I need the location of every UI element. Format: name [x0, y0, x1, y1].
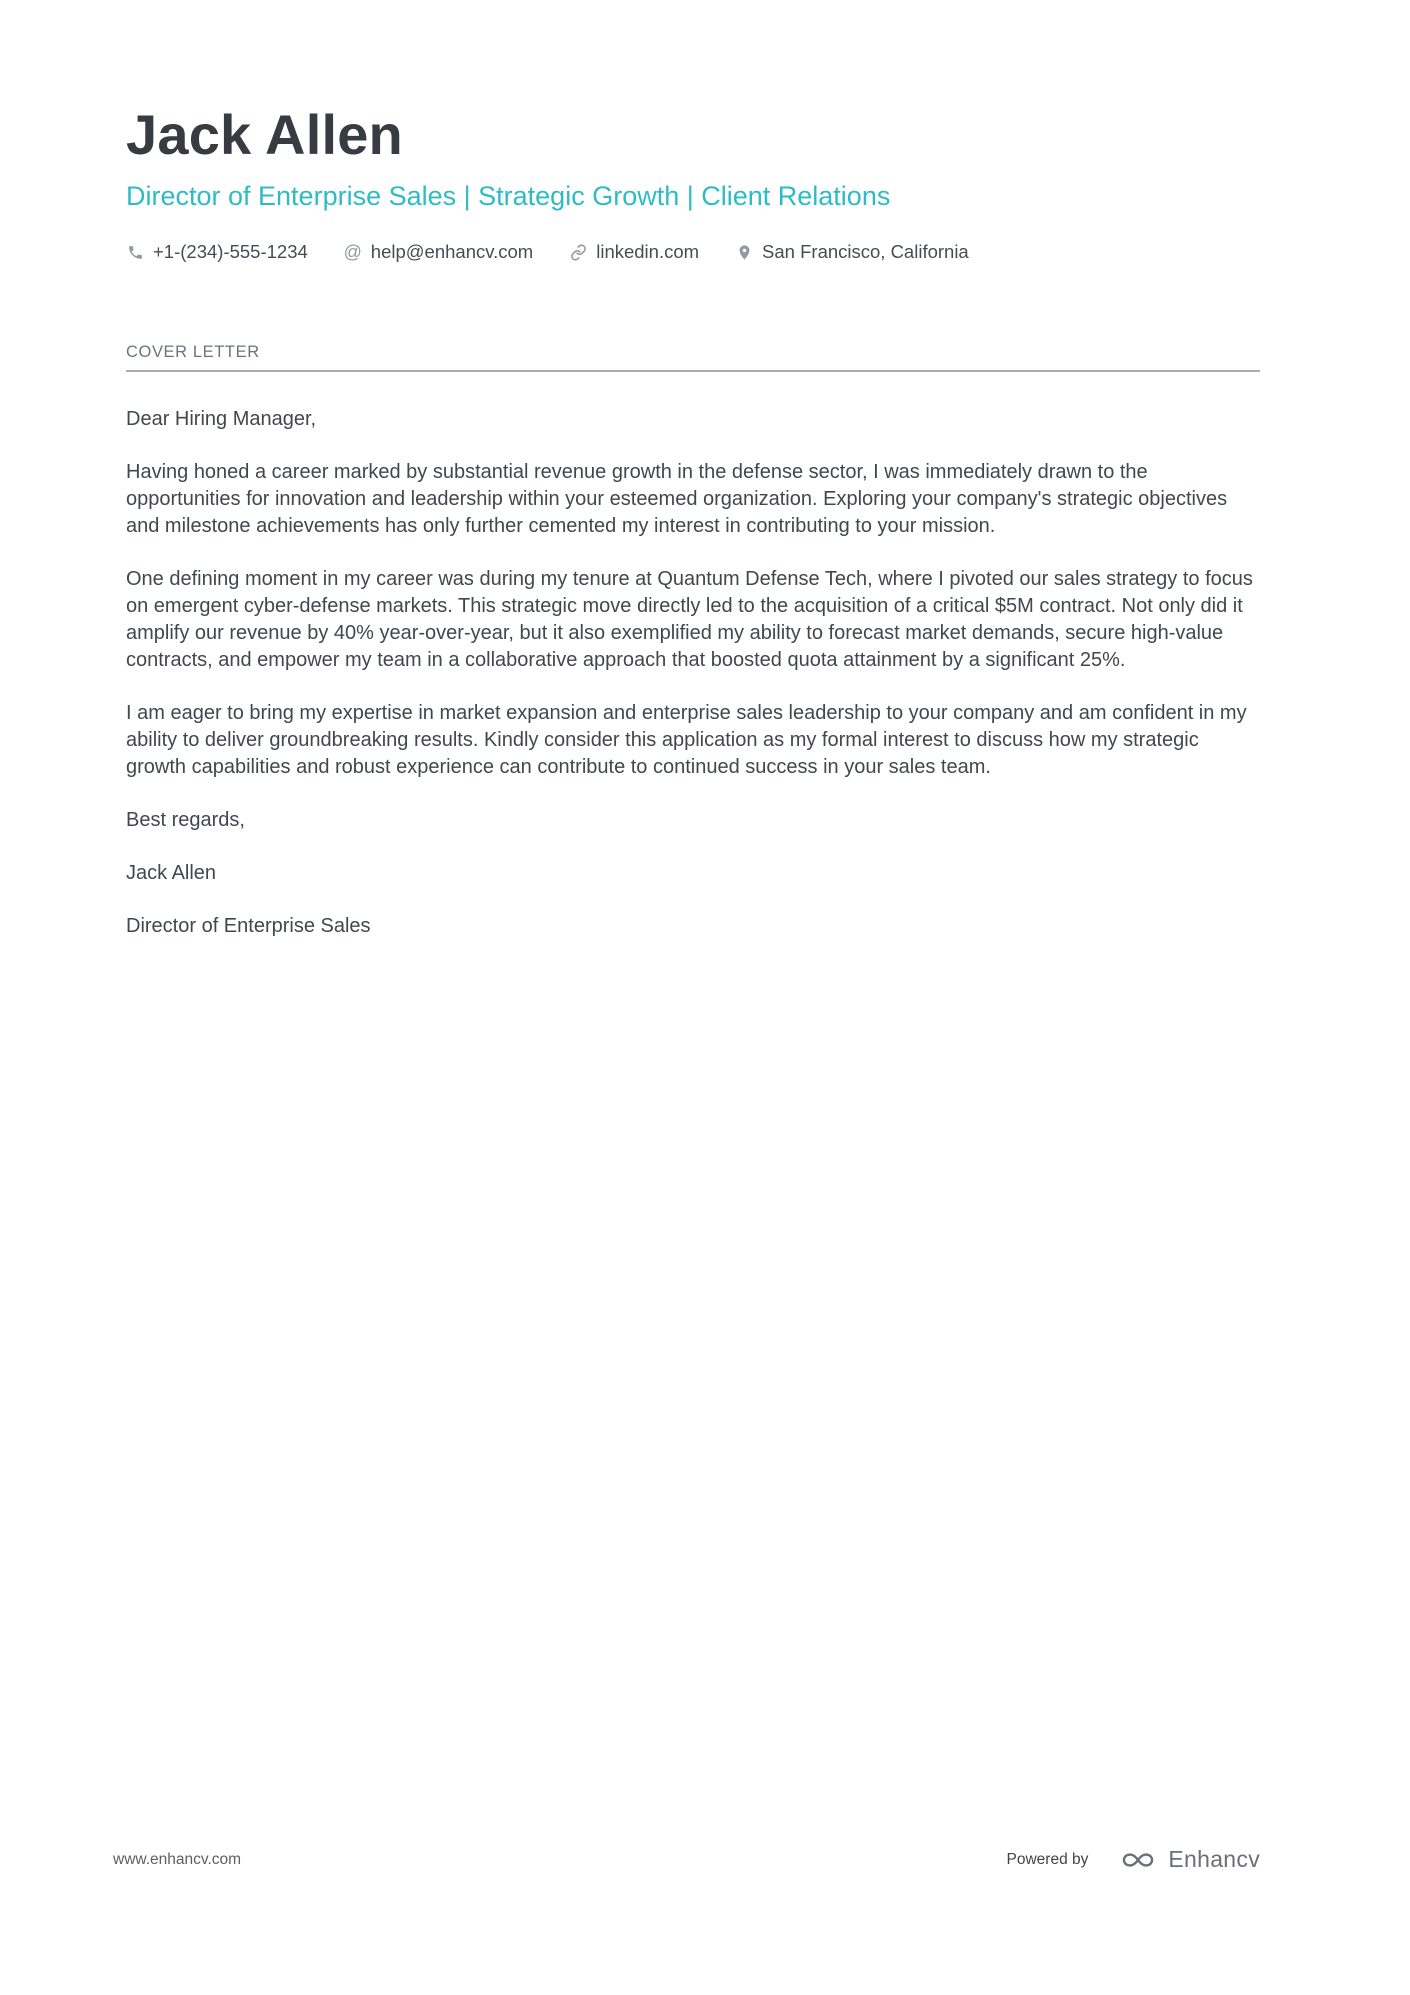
contact-row: [126, 241, 1260, 263]
page-footer: [113, 1846, 1260, 1873]
salutation: Dear Hiring Manager,: [126, 408, 317, 431]
enhancv-brand[interactable]: [1118, 1846, 1260, 1873]
letter-closing: Best regards,: [126, 809, 245, 832]
link-icon: [569, 243, 587, 261]
contact-linkedin-value[interactable]: linkedin.com: [596, 241, 700, 263]
contact-location: [735, 241, 969, 263]
section-divider: [126, 370, 1260, 372]
contact-phone-value: +1-(234)-555-1234: [153, 241, 308, 263]
signature-name: Jack Allen: [126, 862, 217, 885]
cover-letter-body: [126, 406, 1260, 940]
letter-paragraph: One defining moment in my career was during my tenure at Quantum Defense Tech, where I pivoted our sales strategy to focus on emergent cyber-defense markets. This strategic move directly led to the acquisition of a critical $5M contract. Not only did it amplify our revenue by 40% year-over-year, but it also exemplified my ability to forecast market demands, secure high-value contracts, and empower my team in a collaborative approach that boosted quota attainment by a significant 25%.: [126, 568, 1253, 672]
candidate-name: Jack Allen: [126, 103, 403, 166]
contact-linkedin[interactable]: [569, 241, 699, 263]
enhancv-wordmark: Enhancv: [1168, 1846, 1260, 1872]
section-heading: COVER LETTER: [126, 343, 260, 362]
powered-by-label: Powered by: [1006, 1850, 1089, 1868]
footer-website-link[interactable]: www.enhancv.com: [113, 1850, 242, 1868]
page-content: [0, 0, 1410, 940]
cover-letter-section-header: [126, 343, 1260, 372]
at-sign-icon: @: [343, 242, 362, 263]
location-pin-icon: [735, 243, 753, 261]
letter-paragraph: Having honed a career marked by substantial revenue growth in the defense sector, I was immediately drawn to the opportunities for innovation and leadership within your esteemed organization. Exploring your company's strategic objectives and milestone achievements has only further cemented my interest in contributing to your mission.: [126, 461, 1228, 538]
enhancv-logo-icon: [1118, 1848, 1158, 1872]
signature-title: Director of Enterprise Sales: [126, 915, 371, 938]
powered-by-block: [1007, 1846, 1260, 1873]
letter-paragraph: I am eager to bring my expertise in market expansion and enterprise sales leadership to your company and am confident in my ability to deliver groundbreaking results. Kindly consider this application as my formal interest to discuss how my strategic growth capabilities and robust experience can contribute to continued success in your sales team.: [126, 702, 1247, 779]
contact-email-value: help@enhancv.com: [370, 241, 534, 263]
contact-location-value: San Francisco, California: [762, 241, 969, 263]
phone-icon: [126, 243, 144, 261]
contact-email: [344, 241, 533, 263]
contact-phone: [126, 241, 308, 263]
candidate-title: Director of Enterprise Sales | Strategic Growth | Client Relations: [126, 180, 891, 211]
